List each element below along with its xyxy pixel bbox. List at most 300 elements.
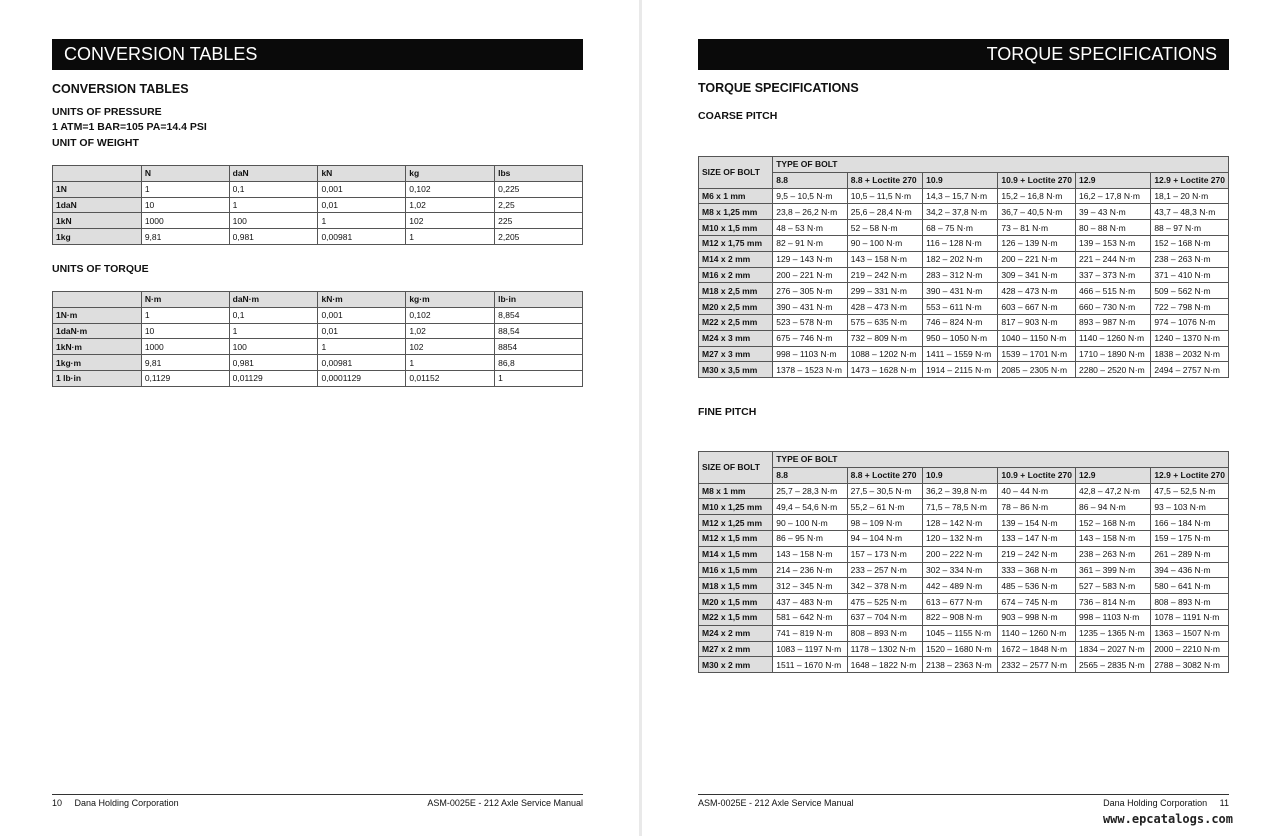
- torque-cell: 221 – 244 N·m: [1075, 251, 1150, 267]
- torque-cell: 575 – 635 N·m: [847, 314, 922, 330]
- torque-cell: 94 – 104 N·m: [847, 530, 922, 546]
- torque-cell: 1140 – 1260 N·m: [1075, 330, 1150, 346]
- torque-cell: 1473 – 1628 N·m: [847, 362, 922, 378]
- torque-cell: 39 – 43 N·m: [1075, 204, 1150, 220]
- table-cell: 225: [495, 213, 583, 229]
- torque-cell: 25,6 – 28,4 N·m: [847, 204, 922, 220]
- torque-cell: 98 – 109 N·m: [847, 515, 922, 531]
- torque-cell: 2565 – 2835 N·m: [1075, 657, 1150, 673]
- torque-cell: 722 – 798 N·m: [1151, 299, 1229, 315]
- table-cell: 86,8: [495, 355, 583, 371]
- torque-cell: 613 – 677 N·m: [923, 594, 998, 610]
- bolt-size-cell: M20 x 2,5 mm: [699, 299, 773, 315]
- torque-cell: 1235 – 1365 N·m: [1075, 625, 1150, 641]
- torque-cell: 133 – 147 N·m: [998, 530, 1076, 546]
- torque-cell: 390 – 431 N·m: [773, 299, 848, 315]
- table-row: [699, 283, 1229, 299]
- table-cell: 10: [141, 323, 229, 339]
- table-cell: 0,102: [406, 181, 495, 197]
- table-row: [53, 213, 583, 229]
- grade-header: 12.9: [1075, 172, 1150, 188]
- torque-cell: 157 – 173 N·m: [847, 546, 922, 562]
- torque-cell: 2332 – 2577 N·m: [998, 657, 1076, 673]
- torque-cell: 90 – 100 N·m: [847, 235, 922, 251]
- torque-cell: 741 – 819 N·m: [773, 625, 847, 641]
- torque-cell: 93 – 103 N·m: [1151, 499, 1229, 515]
- bolt-size-cell: M22 x 1,5 mm: [699, 609, 773, 625]
- torque-cell: 152 – 168 N·m: [1075, 515, 1150, 531]
- torque-cell: 509 – 562 N·m: [1151, 283, 1229, 299]
- torque-cell: 302 – 334 N·m: [923, 562, 998, 578]
- table-cell: 10: [141, 197, 229, 213]
- table-row: [699, 594, 1229, 610]
- bolt-size-cell: M14 x 1,5 mm: [699, 546, 773, 562]
- column-header: lb·in: [495, 292, 583, 308]
- bolt-size-cell: M12 x 1,5 mm: [699, 530, 773, 546]
- torque-cell: 485 – 536 N·m: [998, 578, 1076, 594]
- table-cell: 1: [406, 229, 495, 245]
- bolt-size-cell: M14 x 2 mm: [699, 251, 773, 267]
- torque-units-table: [52, 291, 583, 387]
- torque-cell: 78 – 86 N·m: [998, 499, 1076, 515]
- torque-cell: 182 – 202 N·m: [923, 251, 998, 267]
- table-cell: 8,854: [495, 307, 583, 323]
- torque-cell: 9,5 – 10,5 N·m: [773, 188, 848, 204]
- torque-cell: 309 – 341 N·m: [998, 267, 1076, 283]
- torque-cell: 1539 – 1701 N·m: [998, 346, 1076, 362]
- table-cell: 0,102: [406, 307, 495, 323]
- torque-cell: 2280 – 2520 N·m: [1075, 362, 1150, 378]
- table-cell: 2,205: [495, 229, 583, 245]
- right-footer: [698, 794, 1229, 810]
- table-cell: 102: [406, 339, 495, 355]
- table-cell: 1: [141, 307, 229, 323]
- conversion-heading: CONVERSION TABLES: [52, 82, 189, 96]
- table-row: [699, 204, 1229, 220]
- right-footer-manual: ASM-0025E - 212 Axle Service Manual: [698, 798, 854, 808]
- torque-cell: 116 – 128 N·m: [923, 235, 998, 251]
- size-of-bolt-header: SIZE OF BOLT: [699, 452, 773, 484]
- right-page-number: 11: [1219, 798, 1229, 808]
- torque-cell: 581 – 642 N·m: [773, 609, 847, 625]
- table-cell: 0,1: [229, 181, 318, 197]
- torque-cell: 998 – 1103 N·m: [1075, 609, 1150, 625]
- torque-cell: 42,8 – 47,2 N·m: [1075, 483, 1150, 499]
- torque-cell: 82 – 91 N·m: [773, 235, 848, 251]
- coarse-pitch-label: COARSE PITCH: [698, 110, 778, 122]
- torque-cell: 2000 – 2210 N·m: [1151, 641, 1229, 657]
- torque-cell: 10,5 – 11,5 N·m: [847, 188, 922, 204]
- table-row: [699, 362, 1229, 378]
- type-of-bolt-header: TYPE OF BOLT: [773, 452, 1229, 468]
- bolt-size-cell: M16 x 1,5 mm: [699, 562, 773, 578]
- torque-cell: 152 – 168 N·m: [1151, 235, 1229, 251]
- table-row: [699, 515, 1229, 531]
- torque-cell: 219 – 242 N·m: [998, 546, 1076, 562]
- table-cell: 0,1129: [141, 370, 229, 386]
- column-header: [53, 166, 142, 182]
- torque-cell: 1178 – 1302 N·m: [847, 641, 922, 657]
- table-cell: 1,02: [406, 323, 495, 339]
- table-cell: 1: [229, 197, 318, 213]
- torque-cell: 1088 – 1202 N·m: [847, 346, 922, 362]
- torque-cell: 1378 – 1523 N·m: [773, 362, 848, 378]
- torque-cell: 746 – 824 N·m: [923, 314, 998, 330]
- torque-cell: 73 – 81 N·m: [998, 220, 1076, 236]
- torque-cell: 603 – 667 N·m: [998, 299, 1076, 315]
- torque-cell: 52 – 58 N·m: [847, 220, 922, 236]
- torque-cell: 1083 – 1197 N·m: [773, 641, 847, 657]
- torque-cell: 442 – 489 N·m: [923, 578, 998, 594]
- table-row: [53, 339, 583, 355]
- torque-cell: 527 – 583 N·m: [1075, 578, 1150, 594]
- torque-cell: 523 – 578 N·m: [773, 314, 848, 330]
- grade-header: 10.9: [923, 467, 998, 483]
- torque-cell: 200 – 222 N·m: [923, 546, 998, 562]
- table-row: [699, 483, 1229, 499]
- torque-cell: 817 – 903 N·m: [998, 314, 1076, 330]
- torque-cell: 808 – 893 N·m: [1151, 594, 1229, 610]
- column-header: daN: [229, 166, 318, 182]
- column-header: daN·m: [229, 292, 318, 308]
- torque-cell: 1140 – 1260 N·m: [998, 625, 1076, 641]
- table-cell: 0,01: [318, 323, 406, 339]
- left-footer-company: Dana Holding Corporation: [74, 798, 179, 808]
- grade-header: 10.9 + Loctite 270: [998, 467, 1076, 483]
- table-cell: 0,225: [495, 181, 583, 197]
- torque-cell: 55,2 – 61 N·m: [847, 499, 922, 515]
- grade-header: 8.8: [773, 467, 847, 483]
- torque-cell: 40 – 44 N·m: [998, 483, 1076, 499]
- table-cell: 0,01152: [406, 370, 495, 386]
- torque-cell: 16,2 – 17,8 N·m: [1075, 188, 1150, 204]
- left-footer: [52, 794, 583, 810]
- torque-cell: 437 – 483 N·m: [773, 594, 847, 610]
- table-cell: 1: [406, 355, 495, 371]
- table-cell: 0,001: [318, 181, 406, 197]
- table-row: [53, 307, 583, 323]
- grade-header: 8.8: [773, 172, 848, 188]
- torque-cell: 18,1 – 20 N·m: [1151, 188, 1229, 204]
- bolt-size-cell: M10 x 1,5 mm: [699, 220, 773, 236]
- row-label: 1kN·m: [53, 339, 142, 355]
- torque-cell: 129 – 143 N·m: [773, 251, 848, 267]
- row-label: 1kg: [53, 229, 142, 245]
- torque-cell: 25,7 – 28,3 N·m: [773, 483, 847, 499]
- table-cell: 0,1: [229, 307, 318, 323]
- torque-heading: TORQUE SPECIFICATIONS: [698, 81, 859, 95]
- torque-cell: 822 – 908 N·m: [923, 609, 998, 625]
- torque-cell: 71,5 – 78,5 N·m: [923, 499, 998, 515]
- torque-cell: 333 – 368 N·m: [998, 562, 1076, 578]
- torque-cell: 1411 – 1559 N·m: [923, 346, 998, 362]
- table-cell: 1: [495, 370, 583, 386]
- torque-cell: 143 – 158 N·m: [847, 251, 922, 267]
- table-row: [699, 251, 1229, 267]
- torque-cell: 143 – 158 N·m: [773, 546, 847, 562]
- torque-cell: 637 – 704 N·m: [847, 609, 922, 625]
- column-header: N·m: [141, 292, 229, 308]
- torque-cell: 200 – 221 N·m: [773, 267, 848, 283]
- table-row: [699, 641, 1229, 657]
- torque-cell: 120 – 132 N·m: [923, 530, 998, 546]
- left-banner: CONVERSION TABLES: [52, 39, 583, 70]
- torque-cell: 1240 – 1370 N·m: [1151, 330, 1229, 346]
- column-header: lbs: [495, 166, 583, 182]
- torque-cell: 238 – 263 N·m: [1075, 546, 1150, 562]
- table-cell: 1000: [141, 213, 229, 229]
- grade-header: 10.9: [923, 172, 998, 188]
- table-row: [53, 370, 583, 386]
- bolt-size-cell: M27 x 3 mm: [699, 346, 773, 362]
- table-row: [699, 530, 1229, 546]
- torque-cell: 90 – 100 N·m: [773, 515, 847, 531]
- table-header-row: [53, 166, 583, 182]
- right-page: [642, 0, 1285, 836]
- table-row: [699, 299, 1229, 315]
- torque-cell: 36,2 – 39,8 N·m: [923, 483, 998, 499]
- table-cell: 9,81: [141, 229, 229, 245]
- size-of-bolt-header: SIZE OF BOLT: [699, 157, 773, 189]
- torque-cell: 1363 – 1507 N·m: [1151, 625, 1229, 641]
- torque-cell: 736 – 814 N·m: [1075, 594, 1150, 610]
- table-cell: 8854: [495, 339, 583, 355]
- torque-cell: 80 – 88 N·m: [1075, 220, 1150, 236]
- bolt-size-cell: M16 x 2 mm: [699, 267, 773, 283]
- torque-cell: 1834 – 2027 N·m: [1075, 641, 1150, 657]
- torque-cell: 1648 – 1822 N·m: [847, 657, 922, 673]
- torque-cell: 732 – 809 N·m: [847, 330, 922, 346]
- table-cell: 1: [318, 339, 406, 355]
- table-row: [699, 235, 1229, 251]
- torque-cell: 903 – 998 N·m: [998, 609, 1076, 625]
- column-header: kg·m: [406, 292, 495, 308]
- table-row: [699, 267, 1229, 283]
- fine-pitch-table: [698, 451, 1229, 673]
- torque-cell: 950 – 1050 N·m: [923, 330, 998, 346]
- torque-cell: 128 – 142 N·m: [923, 515, 998, 531]
- torque-cell: 974 – 1076 N·m: [1151, 314, 1229, 330]
- grade-header-row: [699, 172, 1229, 188]
- table-cell: 100: [229, 213, 318, 229]
- grade-header: 12.9 + Loctite 270: [1151, 467, 1229, 483]
- torque-cell: 2494 – 2757 N·m: [1151, 362, 1229, 378]
- grade-header-row: [699, 467, 1229, 483]
- table-cell: 0,981: [229, 355, 318, 371]
- torque-cell: 166 – 184 N·m: [1151, 515, 1229, 531]
- torque-cell: 342 – 378 N·m: [847, 578, 922, 594]
- torque-cell: 808 – 893 N·m: [847, 625, 922, 641]
- torque-cell: 214 – 236 N·m: [773, 562, 847, 578]
- torque-cell: 553 – 611 N·m: [923, 299, 998, 315]
- table-cell: 1: [229, 323, 318, 339]
- bolt-size-cell: M30 x 3,5 mm: [699, 362, 773, 378]
- torque-cell: 1045 – 1155 N·m: [923, 625, 998, 641]
- torque-cell: 88 – 97 N·m: [1151, 220, 1229, 236]
- bolt-size-cell: M18 x 1,5 mm: [699, 578, 773, 594]
- table-row: [53, 355, 583, 371]
- bolt-size-cell: M18 x 2,5 mm: [699, 283, 773, 299]
- table-cell: 100: [229, 339, 318, 355]
- table-cell: 1: [318, 213, 406, 229]
- torque-cell: 86 – 95 N·m: [773, 530, 847, 546]
- table-cell: 0,981: [229, 229, 318, 245]
- grade-header: 12.9: [1075, 467, 1150, 483]
- row-label: 1N: [53, 181, 142, 197]
- table-row: [699, 625, 1229, 641]
- bolt-size-cell: M12 x 1,25 mm: [699, 515, 773, 531]
- right-footer-company: Dana Holding Corporation: [1103, 798, 1208, 808]
- table-header-row: [699, 452, 1229, 468]
- bolt-size-cell: M30 x 2 mm: [699, 657, 773, 673]
- table-cell: 1: [141, 181, 229, 197]
- torque-cell: 126 – 139 N·m: [998, 235, 1076, 251]
- table-cell: 88,54: [495, 323, 583, 339]
- torque-cell: 200 – 221 N·m: [998, 251, 1076, 267]
- torque-cell: 390 – 431 N·m: [923, 283, 998, 299]
- bolt-size-cell: M12 x 1,75 mm: [699, 235, 773, 251]
- bolt-size-cell: M10 x 1,25 mm: [699, 499, 773, 515]
- torque-cell: 1040 – 1150 N·m: [998, 330, 1076, 346]
- torque-units-label: UNITS OF TORQUE: [52, 263, 149, 275]
- torque-cell: 1520 – 1680 N·m: [923, 641, 998, 657]
- torque-cell: 674 – 745 N·m: [998, 594, 1076, 610]
- table-row: [699, 499, 1229, 515]
- torque-cell: 238 – 263 N·m: [1151, 251, 1229, 267]
- table-cell: 0,01: [318, 197, 406, 213]
- row-label: 1kg·m: [53, 355, 142, 371]
- torque-cell: 139 – 154 N·m: [998, 515, 1076, 531]
- grade-header: 8.8 + Loctite 270: [847, 467, 922, 483]
- torque-cell: 394 – 436 N·m: [1151, 562, 1229, 578]
- row-label: 1 lb·in: [53, 370, 142, 386]
- torque-cell: 86 – 94 N·m: [1075, 499, 1150, 515]
- table-cell: 2,25: [495, 197, 583, 213]
- torque-cell: 276 – 305 N·m: [773, 283, 848, 299]
- bolt-size-cell: M27 x 2 mm: [699, 641, 773, 657]
- column-header: N: [141, 166, 229, 182]
- table-row: [699, 220, 1229, 236]
- bolt-size-cell: M20 x 1,5 mm: [699, 594, 773, 610]
- table-row: [699, 546, 1229, 562]
- column-header: kN: [318, 166, 406, 182]
- row-label: 1N·m: [53, 307, 142, 323]
- table-row: [699, 609, 1229, 625]
- table-header-row: [699, 157, 1229, 173]
- bolt-size-cell: M24 x 2 mm: [699, 625, 773, 641]
- torque-cell: 34,2 – 37,8 N·m: [923, 204, 998, 220]
- watermark-text: www.epcatalogs.com: [1102, 812, 1233, 826]
- table-row: [699, 188, 1229, 204]
- bolt-size-cell: M6 x 1 mm: [699, 188, 773, 204]
- torque-cell: 893 – 987 N·m: [1075, 314, 1150, 330]
- torque-cell: 2138 – 2363 N·m: [923, 657, 998, 673]
- table-cell: 0,0001129: [318, 370, 406, 386]
- table-row: [699, 314, 1229, 330]
- table-row: [699, 657, 1229, 673]
- pressure-formula: 1 ATM=1 BAR=105 PA=14.4 PSI: [52, 121, 207, 133]
- right-footer-info: [1103, 798, 1229, 808]
- torque-cell: 1672 – 1848 N·m: [998, 641, 1076, 657]
- table-row: [53, 197, 583, 213]
- column-header: kg: [406, 166, 495, 182]
- torque-cell: 1078 – 1191 N·m: [1151, 609, 1229, 625]
- torque-cell: 36,7 – 40,5 N·m: [998, 204, 1076, 220]
- table-row: [699, 578, 1229, 594]
- torque-cell: 219 – 242 N·m: [847, 267, 922, 283]
- torque-cell: 998 – 1103 N·m: [773, 346, 848, 362]
- torque-cell: 27,5 – 30,5 N·m: [847, 483, 922, 499]
- type-of-bolt-header: TYPE OF BOLT: [773, 157, 1229, 173]
- table-cell: 0,01129: [229, 370, 318, 386]
- table-cell: 0,001: [318, 307, 406, 323]
- right-banner: TORQUE SPECIFICATIONS: [698, 39, 1229, 70]
- table-row: [53, 229, 583, 245]
- fine-pitch-label: FINE PITCH: [698, 406, 757, 418]
- torque-cell: 15,2 – 16,8 N·m: [998, 188, 1076, 204]
- pressure-label: UNITS OF PRESSURE: [52, 106, 162, 118]
- torque-cell: 2085 – 2305 N·m: [998, 362, 1076, 378]
- bolt-size-cell: M8 x 1,25 mm: [699, 204, 773, 220]
- torque-cell: 428 – 473 N·m: [847, 299, 922, 315]
- torque-cell: 1838 – 2032 N·m: [1151, 346, 1229, 362]
- table-cell: 0,00981: [318, 355, 406, 371]
- bolt-size-cell: M8 x 1 mm: [699, 483, 773, 499]
- row-label: 1daN·m: [53, 323, 142, 339]
- bolt-size-cell: M22 x 2,5 mm: [699, 314, 773, 330]
- grade-header: 12.9 + Loctite 270: [1151, 172, 1229, 188]
- torque-cell: 361 – 399 N·m: [1075, 562, 1150, 578]
- left-footer-info: [52, 798, 179, 808]
- torque-cell: 49,4 – 54,6 N·m: [773, 499, 847, 515]
- table-row: [53, 323, 583, 339]
- torque-cell: 14,3 – 15,7 N·m: [923, 188, 998, 204]
- torque-cell: 475 – 525 N·m: [847, 594, 922, 610]
- torque-cell: 1710 – 1890 N·m: [1075, 346, 1150, 362]
- table-cell: 9,81: [141, 355, 229, 371]
- left-page: [0, 0, 639, 836]
- left-page-number: 10: [52, 798, 63, 808]
- torque-cell: 43,7 – 48,3 N·m: [1151, 204, 1229, 220]
- torque-cell: 580 – 641 N·m: [1151, 578, 1229, 594]
- table-row: [699, 562, 1229, 578]
- table-cell: 1000: [141, 339, 229, 355]
- torque-cell: 312 – 345 N·m: [773, 578, 847, 594]
- torque-cell: 261 – 289 N·m: [1151, 546, 1229, 562]
- torque-cell: 1914 – 2115 N·m: [923, 362, 998, 378]
- torque-cell: 675 – 746 N·m: [773, 330, 848, 346]
- column-header: [53, 292, 142, 308]
- torque-cell: 233 – 257 N·m: [847, 562, 922, 578]
- torque-cell: 2788 – 3082 N·m: [1151, 657, 1229, 673]
- table-header-row: [53, 292, 583, 308]
- torque-cell: 1511 – 1670 N·m: [773, 657, 847, 673]
- torque-cell: 466 – 515 N·m: [1075, 283, 1150, 299]
- torque-cell: 371 – 410 N·m: [1151, 267, 1229, 283]
- table-cell: 102: [406, 213, 495, 229]
- torque-cell: 139 – 153 N·m: [1075, 235, 1150, 251]
- left-footer-manual: ASM-0025E - 212 Axle Service Manual: [427, 798, 583, 808]
- table-row: [699, 346, 1229, 362]
- grade-header: 8.8 + Loctite 270: [847, 172, 922, 188]
- torque-cell: 68 – 75 N·m: [923, 220, 998, 236]
- weight-table: [52, 165, 583, 245]
- table-cell: 1,02: [406, 197, 495, 213]
- torque-cell: 143 – 158 N·m: [1075, 530, 1150, 546]
- torque-cell: 660 – 730 N·m: [1075, 299, 1150, 315]
- table-row: [53, 181, 583, 197]
- torque-cell: 428 – 473 N·m: [998, 283, 1076, 299]
